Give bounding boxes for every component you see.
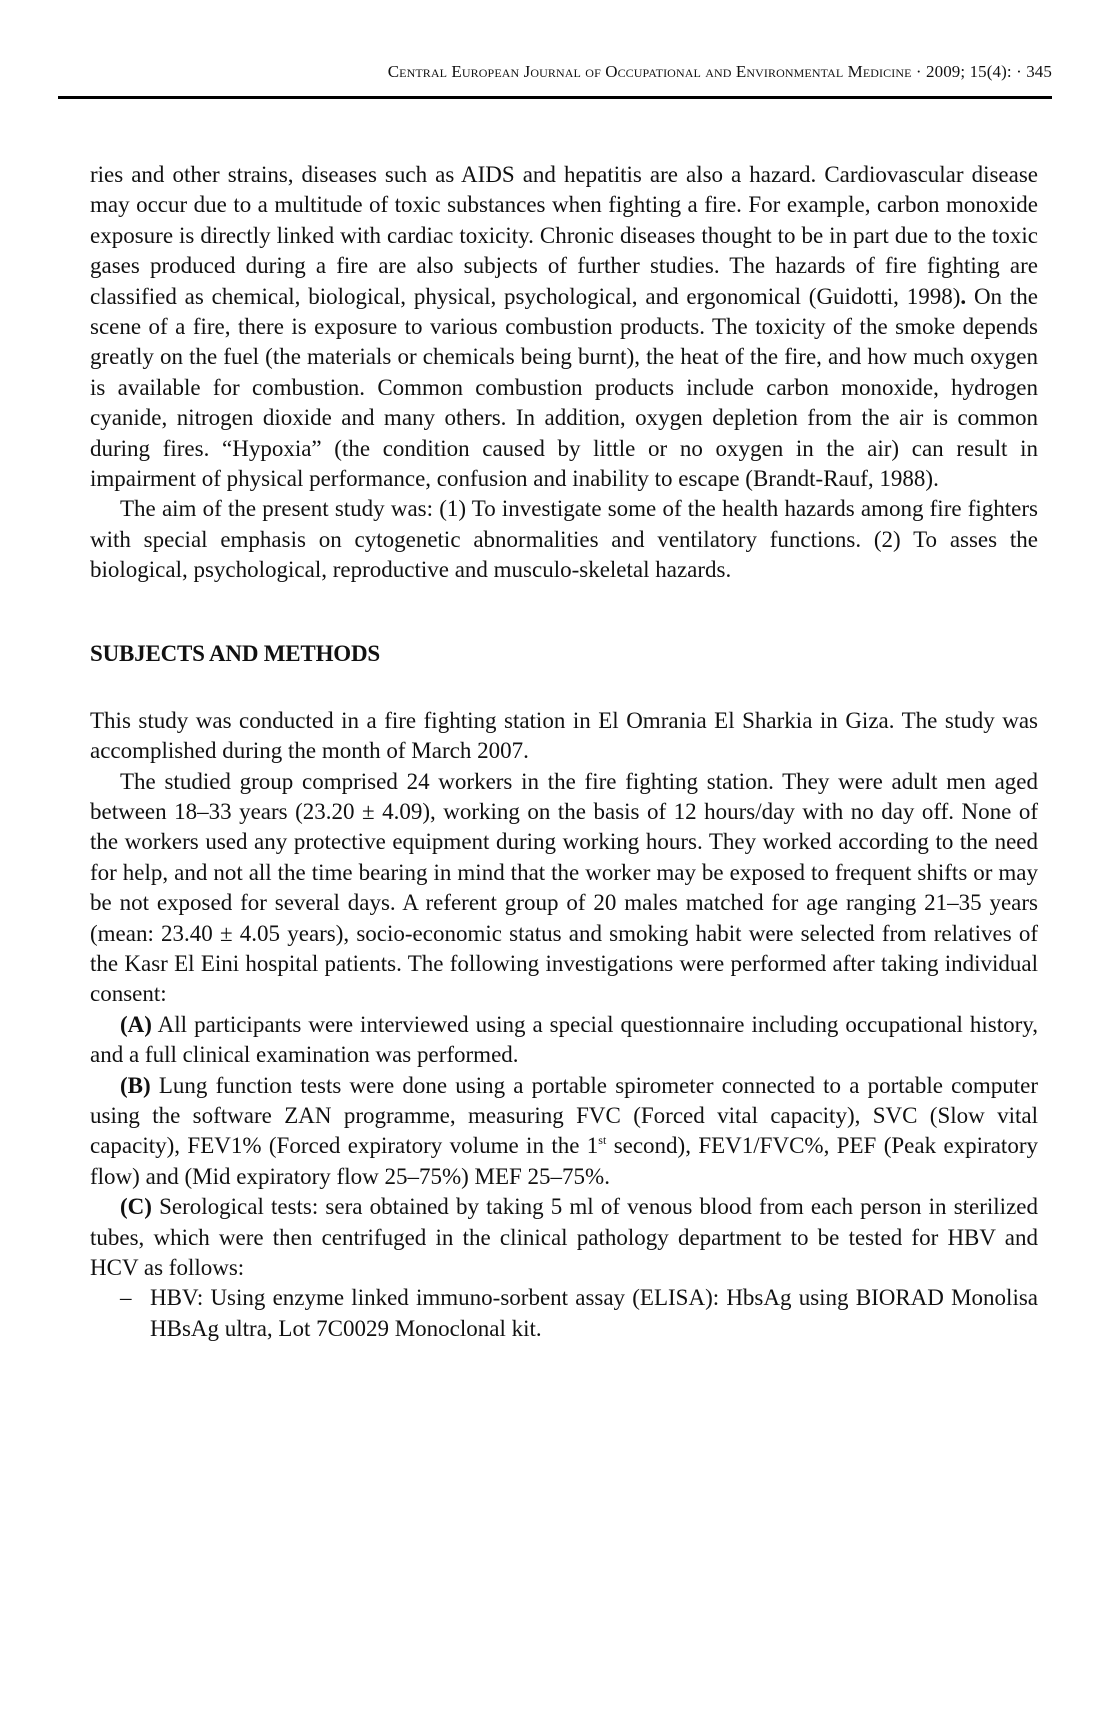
citation: · 2009; 15(4): · 345 (911, 62, 1052, 81)
article-body (90, 160, 1038, 1344)
item-b: (B) Lung function tests were done using a portable spirometer connected to a portable computer using the software ZAN programme, measuring FVC (Forced vital capacity), SVC (Slow vital capacity), FEV1% (Forced expiratory volume in the 1st second), FEV1/FVC%, PEF (Peak expiratory flow) and (Mid expiratory flow 25–75%) MEF 25–75%. (90, 1072, 1038, 1189)
running-header (58, 62, 1052, 82)
section-heading: SUBJECTS AND METHODS (90, 640, 380, 666)
journal-name: Central European Journal of Occupational and Environmental Medicine (387, 62, 912, 81)
dash-bullet: – (120, 1285, 132, 1311)
study-location-paragraph: This study was conducted in a fire fighting station in El Omrania El Sharkia in Giza. The study was accomplished during the month of March 2007. (90, 707, 1038, 764)
header-rule (58, 96, 1052, 99)
intro-paragraph-continued: ries and other strains, diseases such as AIDS and hepatitis are also a hazard. Cardiovascular disease may occur due to a multitude of toxic substances when fighting a fire. For example, carbon monoxide exposure is directly linked with cardiac toxicity. Chronic diseases thought to be in part due to the toxic gases produced during a fire are also subjects of further studies. The hazards of fire fighting are classified as chemical, biological, physical, psychological, and ergonomical (Guidotti, 1998). On the scene of a fire, there is exposure to various combustion products. The toxicity of the smoke depends greatly on the fuel (the materials or chemicals being burnt), the heat of the fire, and how much oxygen is available for combustion. Common combustion products include carbon monoxide, hydrogen cyanide, nitrogen dioxide and many others. In addition, oxygen depletion from the air is common during fires. “Hypoxia” (the condition caused by little or no oxygen in the air) can result in impairment of physical performance, confusion and inability to escape (Brandt-Rauf, 1988). (90, 162, 1038, 492)
study-group-paragraph: The studied group comprised 24 workers in the fire fighting station. They were adult men aged between 18–33 years (23.20 ± 4.09), working on the basis of 12 hours/day with no day off. None of the workers used any protective equipment during working hours. They worked according to the need for help, and not all the time bearing in mind that the worker may be exposed to frequent shifts or may be not exposed for several days. A referent group of 20 males matched for age ranging 21–35 years (mean: 23.40 ± 4.05 years), socio-economic status and smoking habit were selected from relatives of the Kasr El Eini hospital patients. The following investigations were performed after taking individual consent: (90, 768, 1038, 1007)
item-c: (C) Serological tests: sera obtained by taking 5 ml of venous blood from each person in sterilized tubes, which were then centrifuged in the clinical pathology department to be tested for HBV and HCV as follows: (90, 1194, 1038, 1280)
item-a: (A) All participants were interviewed using a special questionnaire including occupational history, and a full clinical examination was performed. (90, 1011, 1038, 1068)
hbv-list-item: – HBV: Using enzyme linked immuno-sorbent assay (ELISA): HbsAg using BIORAD Monolisa HBsAg ultra, Lot 7C0029 Monoclonal kit. (120, 1285, 1038, 1341)
aim-paragraph: The aim of the present study was: (1) To investigate some of the health hazards among fire fighters with special emphasis on cytogenetic abnormalities and ventilatory functions. (2) To asses the biological, psychological, reproductive and musculo-skeletal hazards. (90, 496, 1038, 583)
